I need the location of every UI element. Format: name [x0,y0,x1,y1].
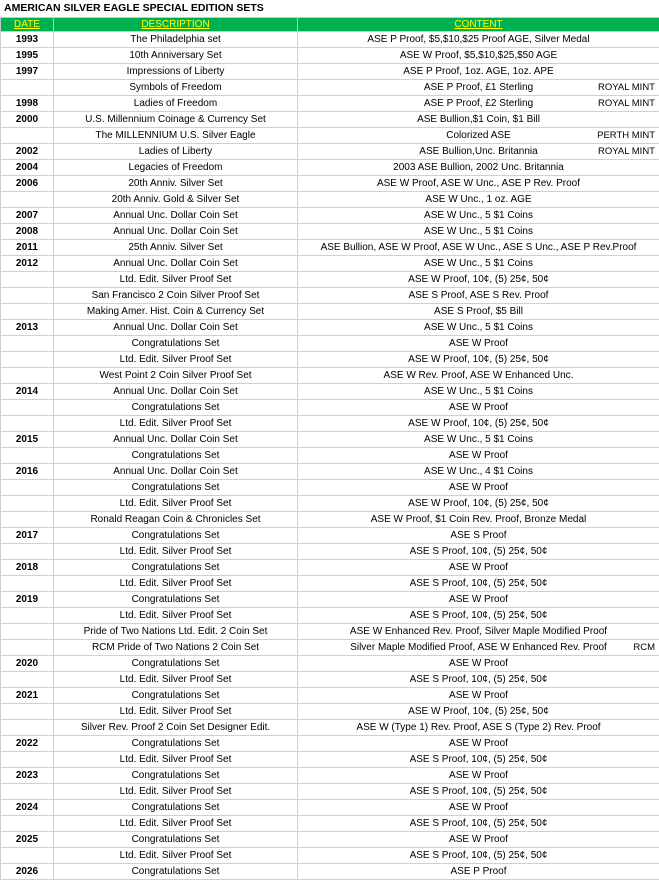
table-row [1,224,659,240]
table-row [1,160,659,176]
mint-note: RCM [633,640,655,655]
cell-description[interactable]: Congratulations Set [54,688,298,704]
table-row [1,544,659,560]
table-row [1,720,659,736]
cell-date[interactable]: 2018 [1,560,54,576]
cell-date[interactable] [1,608,54,624]
cell-content[interactable] [298,624,659,640]
cell-date[interactable] [1,704,54,720]
content-text: ASE W Enhanced Rev. Proof, Silver Maple Modified Proof [350,626,607,637]
cell-description[interactable]: Ladies of Liberty [54,144,298,160]
cell-description[interactable]: Legacies of Freedom [54,160,298,176]
cell-description[interactable]: Pride of Two Nations Ltd. Edit. 2 Coin Set [54,624,298,640]
content-text: Colorized ASE [446,130,510,141]
content-text: ASE W Proof [449,402,508,413]
table-row [1,512,659,528]
cell-content[interactable] [298,640,659,656]
cell-description[interactable]: Congratulations Set [54,400,298,416]
cell-content[interactable] [298,352,659,368]
cell-description[interactable]: Annual Unc. Dollar Coin Set [54,432,298,448]
content-text: ASE S Proof [450,530,506,541]
table-row [1,416,659,432]
table-row [1,144,659,160]
content-text: ASE W Unc., 5 $1 Coins [424,322,533,333]
cell-content[interactable] [298,320,659,336]
content-text: ASE W Proof, 10¢, (5) 25¢, 50¢ [408,498,549,509]
table-row [1,496,659,512]
cell-date[interactable]: 2023 [1,768,54,784]
cell-description[interactable]: Congratulations Set [54,656,298,672]
table-row [1,112,659,128]
cell-content[interactable] [298,848,659,864]
cell-date[interactable] [1,368,54,384]
cell-description[interactable]: Ltd. Edit. Silver Proof Set [54,544,298,560]
content-text: ASE W Proof [449,770,508,781]
cell-content[interactable] [298,496,659,512]
cell-content[interactable] [298,800,659,816]
cell-date[interactable]: 1995 [1,48,54,64]
cell-date[interactable] [1,512,54,528]
cell-description[interactable]: Congratulations Set [54,560,298,576]
cell-content[interactable] [298,576,659,592]
content-text: ASE Bullion,Unc. Britannia [419,146,537,157]
content-text: ASE W Unc., 5 $1 Coins [424,258,533,269]
content-text: Silver Maple Modified Proof, ASE W Enhanced Rev. Proof [350,642,607,653]
cell-content[interactable] [298,720,659,736]
cell-date[interactable]: 2024 [1,800,54,816]
content-text: ASE S Proof, 10¢, (5) 25¢, 50¢ [410,610,548,621]
table-row [1,816,659,832]
cell-description[interactable]: Annual Unc. Dollar Coin Set [54,256,298,272]
cell-content[interactable] [298,224,659,240]
content-text: ASE S Proof, 10¢, (5) 25¢, 50¢ [410,786,548,797]
cell-date[interactable]: 2013 [1,320,54,336]
mint-note: ROYAL MINT [598,144,655,159]
cell-description[interactable]: Congratulations Set [54,448,298,464]
table-row [1,576,659,592]
cell-content[interactable] [298,128,659,144]
cell-description[interactable]: Symbols of Freedom [54,80,298,96]
cell-date[interactable] [1,784,54,800]
table-row [1,272,659,288]
table-row [1,768,659,784]
cell-content[interactable] [298,272,659,288]
cell-content[interactable] [298,656,659,672]
content-text: ASE S Proof, 10¢, (5) 25¢, 50¢ [410,818,548,829]
content-text: ASE W Unc., 5 $1 Coins [424,226,533,237]
cell-content[interactable] [298,864,659,880]
cell-content[interactable] [298,208,659,224]
cell-date[interactable] [1,192,54,208]
content-text: ASE W Proof [449,658,508,669]
content-text: ASE S Proof, 10¢, (5) 25¢, 50¢ [410,546,548,557]
content-text: ASE W Proof [449,690,508,701]
content-text: 2003 ASE Bullion, 2002 Unc. Britannia [393,162,564,173]
cell-description[interactable]: Congratulations Set [54,528,298,544]
table-row [1,128,659,144]
table-row [1,336,659,352]
content-text: ASE W Proof [449,450,508,461]
cell-content[interactable] [298,512,659,528]
cell-description[interactable]: Congratulations Set [54,832,298,848]
table-row [1,400,659,416]
cell-description[interactable]: San Francisco 2 Coin Silver Proof Set [54,288,298,304]
sets-table [0,17,659,880]
cell-description[interactable]: Congratulations Set [54,800,298,816]
cell-date[interactable]: 2015 [1,432,54,448]
cell-description[interactable]: Annual Unc. Dollar Coin Set [54,384,298,400]
cell-content[interactable] [298,112,659,128]
table-body [1,32,659,880]
table-row [1,608,659,624]
cell-content[interactable] [298,48,659,64]
cell-content[interactable] [298,608,659,624]
cell-description[interactable]: Ltd. Edit. Silver Proof Set [54,416,298,432]
cell-description[interactable]: The MILLENNIUM U.S. Silver Eagle [54,128,298,144]
cell-date[interactable] [1,672,54,688]
content-text: ASE P Proof, £1 Sterling [424,82,533,93]
table-row [1,784,659,800]
cell-date[interactable]: 2000 [1,112,54,128]
content-text: ASE P Proof, $5,$10,$25 Proof AGE, Silver Medal [367,34,589,45]
mint-note: PERTH MINT [597,128,655,143]
cell-description[interactable]: Congratulations Set [54,768,298,784]
table-row [1,208,659,224]
table-row [1,80,659,96]
content-text: ASE S Proof, 10¢, (5) 25¢, 50¢ [410,754,548,765]
cell-date[interactable]: 2021 [1,688,54,704]
cell-content[interactable] [298,416,659,432]
cell-content[interactable] [298,240,659,256]
cell-description[interactable]: Impressions of Liberty [54,64,298,80]
cell-description[interactable]: Annual Unc. Dollar Coin Set [54,224,298,240]
table-row [1,624,659,640]
cell-description[interactable]: Ladies of Freedom [54,96,298,112]
content-text: ASE W Proof, ASE W Unc., ASE P Rev. Proof [377,178,580,189]
content-text: ASE W Proof [449,338,508,349]
content-text: ASE P Proof, 1oz. AGE, 1oz. APE [403,66,553,77]
table-row [1,256,659,272]
table-row [1,656,659,672]
cell-date[interactable]: 1997 [1,64,54,80]
table-row [1,368,659,384]
cell-date[interactable] [1,848,54,864]
cell-description[interactable]: 25th Anniv. Silver Set [54,240,298,256]
table-row [1,688,659,704]
sheet-title: AMERICAN SILVER EAGLE SPECIAL EDITION SETS [4,1,264,16]
content-text: ASE S Proof, 10¢, (5) 25¢, 50¢ [410,578,548,589]
cell-date[interactable] [1,640,54,656]
header-row [1,18,659,32]
table-row [1,432,659,448]
content-text: ASE W (Type 1) Rev. Proof, ASE S (Type 2) Rev. Proof [356,722,600,733]
table-row [1,192,659,208]
content-text: ASE S Proof, ASE S Rev. Proof [409,290,549,301]
cell-content[interactable] [298,480,659,496]
cell-description[interactable]: Annual Unc. Dollar Coin Set [54,464,298,480]
cell-content[interactable] [298,432,659,448]
cell-date[interactable] [1,80,54,96]
cell-description[interactable]: Congratulations Set [54,864,298,880]
cell-content[interactable] [298,288,659,304]
cell-date[interactable]: 1998 [1,96,54,112]
cell-date[interactable]: 1993 [1,32,54,48]
content-text: ASE W Unc., 5 $1 Coins [424,434,533,445]
content-text: ASE S Proof, 10¢, (5) 25¢, 50¢ [410,674,548,685]
cell-description[interactable]: 20th Anniv. Silver Set [54,176,298,192]
cell-description[interactable]: Ltd. Edit. Silver Proof Set [54,672,298,688]
mint-note: ROYAL MINT [598,80,655,95]
cell-content[interactable] [298,688,659,704]
table-row [1,176,659,192]
cell-description[interactable]: 10th Anniversary Set [54,48,298,64]
cell-date[interactable] [1,624,54,640]
table-row [1,320,659,336]
cell-date[interactable] [1,480,54,496]
content-text: ASE W Unc., 5 $1 Coins [424,210,533,221]
cell-description[interactable]: Congratulations Set [54,480,298,496]
table-row [1,96,659,112]
cell-description[interactable]: Ltd. Edit. Silver Proof Set [54,576,298,592]
content-text: ASE W Proof [449,834,508,845]
cell-date[interactable]: 2020 [1,656,54,672]
cell-description[interactable]: Ltd. Edit. Silver Proof Set [54,704,298,720]
content-text: ASE W Proof [449,738,508,749]
cell-content[interactable] [298,544,659,560]
header-content[interactable]: CONTENT [298,18,659,32]
mint-note: ROYAL MINT [598,96,655,111]
table-row [1,48,659,64]
table-row [1,864,659,880]
content-text: ASE S Proof, $5 Bill [434,306,523,317]
cell-content[interactable] [298,64,659,80]
cell-description[interactable]: Ltd. Edit. Silver Proof Set [54,848,298,864]
table-row [1,704,659,720]
cell-date[interactable]: 2012 [1,256,54,272]
cell-description[interactable]: Ltd. Edit. Silver Proof Set [54,352,298,368]
cell-content[interactable] [298,80,659,96]
table-row [1,288,659,304]
table-row [1,672,659,688]
cell-date[interactable]: 2019 [1,592,54,608]
cell-description[interactable]: Ltd. Edit. Silver Proof Set [54,272,298,288]
content-text: ASE P Proof [451,866,507,877]
content-text: ASE W Proof, $1 Coin Rev. Proof, Bronze Medal [371,514,586,525]
content-text: ASE W Proof [449,482,508,493]
content-text: ASE W Unc., 5 $1 Coins [424,386,533,397]
cell-date[interactable] [1,288,54,304]
content-text: ASE W Proof [449,562,508,573]
cell-date[interactable]: 2016 [1,464,54,480]
table-row [1,736,659,752]
cell-description[interactable]: Making Amer. Hist. Coin & Currency Set [54,304,298,320]
table-row [1,752,659,768]
cell-description[interactable]: Ltd. Edit. Silver Proof Set [54,816,298,832]
cell-date[interactable]: 2017 [1,528,54,544]
cell-content[interactable] [298,32,659,48]
cell-content[interactable] [298,256,659,272]
cell-date[interactable] [1,816,54,832]
table-row [1,64,659,80]
cell-date[interactable] [1,544,54,560]
table-row [1,384,659,400]
cell-description[interactable]: Ltd. Edit. Silver Proof Set [54,752,298,768]
cell-description[interactable]: 20th Anniv. Gold & Silver Set [54,192,298,208]
table-row [1,304,659,320]
cell-description[interactable]: Congratulations Set [54,336,298,352]
cell-description[interactable]: U.S. Millennium Coinage & Currency Set [54,112,298,128]
content-text: ASE W Proof, 10¢, (5) 25¢, 50¢ [408,354,549,365]
cell-content[interactable] [298,592,659,608]
cell-content[interactable] [298,736,659,752]
cell-date[interactable] [1,128,54,144]
table-row [1,464,659,480]
cell-description[interactable]: Ltd. Edit. Silver Proof Set [54,784,298,800]
cell-description[interactable]: Annual Unc. Dollar Coin Set [54,320,298,336]
cell-date[interactable]: 2004 [1,160,54,176]
content-text: ASE W Proof, 10¢, (5) 25¢, 50¢ [408,274,549,285]
cell-description[interactable]: RCM Pride of Two Nations 2 Coin Set [54,640,298,656]
content-text: ASE W Proof [449,594,508,605]
cell-description[interactable]: Annual Unc. Dollar Coin Set [54,208,298,224]
cell-content[interactable] [298,176,659,192]
table-row [1,832,659,848]
cell-date[interactable] [1,272,54,288]
cell-description[interactable]: Ltd. Edit. Silver Proof Set [54,496,298,512]
cell-date[interactable] [1,400,54,416]
cell-date[interactable]: 2008 [1,224,54,240]
cell-description[interactable]: Congratulations Set [54,736,298,752]
cell-date[interactable]: 2006 [1,176,54,192]
cell-content[interactable] [298,752,659,768]
header-date[interactable]: DATE [1,18,54,32]
cell-date[interactable] [1,576,54,592]
cell-date[interactable] [1,720,54,736]
content-text: ASE W Proof, $5,$10,$25,$50 AGE [400,50,557,61]
cell-content[interactable] [298,304,659,320]
cell-date[interactable] [1,496,54,512]
cell-content[interactable] [298,160,659,176]
content-text: ASE Bullion, ASE W Proof, ASE W Unc., ASE S Unc., ASE P Rev.Proof [321,242,637,253]
cell-date[interactable]: 2022 [1,736,54,752]
table-row [1,352,659,368]
cell-content[interactable] [298,192,659,208]
cell-date[interactable] [1,304,54,320]
cell-description[interactable]: Ltd. Edit. Silver Proof Set [54,608,298,624]
cell-content[interactable] [298,560,659,576]
cell-content[interactable] [298,384,659,400]
content-text: ASE S Proof, 10¢, (5) 25¢, 50¢ [410,850,548,861]
cell-description[interactable]: Ronald Reagan Coin & Chronicles Set [54,512,298,528]
cell-content[interactable] [298,672,659,688]
content-text: ASE P Proof, £2 Sterling [424,98,533,109]
content-text: ASE W Proof, 10¢, (5) 25¢, 50¢ [408,706,549,717]
table-row [1,448,659,464]
table-row [1,528,659,544]
cell-description[interactable]: Silver Rev. Proof 2 Coin Set Designer Edit. [54,720,298,736]
cell-content[interactable] [298,144,659,160]
table-row [1,480,659,496]
content-text: ASE W Rev. Proof, ASE W Enhanced Unc. [384,370,574,381]
content-text: ASE W Unc., 4 $1 Coins [424,466,533,477]
cell-date[interactable]: 2007 [1,208,54,224]
cell-date[interactable] [1,336,54,352]
cell-date[interactable]: 2002 [1,144,54,160]
table-row [1,560,659,576]
content-text: ASE W Unc., 1 oz. AGE [425,194,531,205]
table-row [1,240,659,256]
cell-content[interactable] [298,528,659,544]
cell-content[interactable] [298,464,659,480]
cell-content[interactable] [298,832,659,848]
cell-date[interactable]: 2025 [1,832,54,848]
table-row [1,848,659,864]
cell-content[interactable] [298,336,659,352]
cell-content[interactable] [298,448,659,464]
cell-date[interactable]: 2014 [1,384,54,400]
content-text: ASE W Proof, 10¢, (5) 25¢, 50¢ [408,418,549,429]
content-text: ASE W Proof [449,802,508,813]
table-row [1,592,659,608]
cell-date[interactable]: 2026 [1,864,54,880]
cell-content[interactable] [298,368,659,384]
cell-description[interactable]: Congratulations Set [54,592,298,608]
table-row [1,800,659,816]
table-row [1,32,659,48]
cell-description[interactable]: The Philadelphia set [54,32,298,48]
cell-content[interactable] [298,96,659,112]
table-row [1,640,659,656]
cell-date[interactable] [1,752,54,768]
cell-date[interactable]: 2011 [1,240,54,256]
cell-date[interactable] [1,352,54,368]
content-text: ASE Bullion,$1 Coin, $1 Bill [417,114,540,125]
cell-date[interactable] [1,448,54,464]
cell-content[interactable] [298,816,659,832]
header-description[interactable]: DESCRIPTION [54,18,298,32]
cell-date[interactable] [1,416,54,432]
cell-content[interactable] [298,400,659,416]
cell-description[interactable]: West Point 2 Coin Silver Proof Set [54,368,298,384]
cell-content[interactable] [298,704,659,720]
cell-content[interactable] [298,768,659,784]
cell-content[interactable] [298,784,659,800]
